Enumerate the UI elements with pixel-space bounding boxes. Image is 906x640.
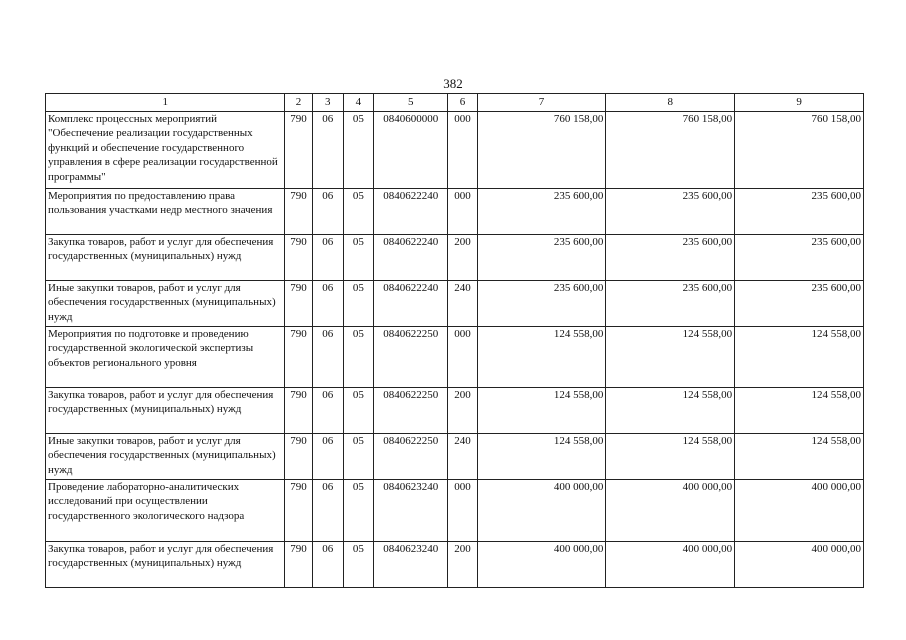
amount-col-7: 235 600,00 (477, 281, 606, 327)
amount-col-8: 124 558,00 (606, 388, 735, 434)
section-code: 06 (312, 480, 343, 542)
amount-col-7: 400 000,00 (477, 542, 606, 588)
expense-type-code: 000 (448, 112, 477, 189)
section-code: 06 (312, 388, 343, 434)
expense-type-code: 200 (448, 542, 477, 588)
target-article-code: 0840622250 (373, 388, 447, 434)
table-row (46, 480, 864, 542)
header-cell: 4 (343, 94, 373, 112)
row-name: Закупка товаров, работ и услуг для обеспечения государственных (муниципальных) нужд (46, 542, 285, 588)
amount-col-7: 124 558,00 (477, 434, 606, 480)
table-row (46, 189, 864, 235)
expense-type-code: 200 (448, 235, 477, 281)
header-row (46, 94, 864, 112)
expense-type-code: 200 (448, 388, 477, 434)
target-article-code: 0840600000 (373, 112, 447, 189)
subsection-code: 05 (343, 388, 373, 434)
header-cell: 3 (312, 94, 343, 112)
amount-col-9: 400 000,00 (735, 480, 864, 542)
amount-col-8: 760 158,00 (606, 112, 735, 189)
budget-table (45, 93, 864, 588)
header-cell: 5 (373, 94, 447, 112)
table-row (46, 281, 864, 327)
header-cell: 1 (46, 94, 285, 112)
section-code: 06 (312, 434, 343, 480)
expense-type-code: 240 (448, 434, 477, 480)
table-row (46, 112, 864, 189)
amount-col-9: 235 600,00 (735, 235, 864, 281)
amount-col-8: 400 000,00 (606, 480, 735, 542)
amount-col-8: 235 600,00 (606, 235, 735, 281)
header-cell: 9 (735, 94, 864, 112)
amount-col-9: 235 600,00 (735, 281, 864, 327)
amount-col-8: 235 600,00 (606, 281, 735, 327)
amount-col-9: 400 000,00 (735, 542, 864, 588)
admin-code: 790 (285, 327, 312, 388)
header-cell: 8 (606, 94, 735, 112)
header-cell: 2 (285, 94, 312, 112)
header-cell: 6 (448, 94, 477, 112)
section-code: 06 (312, 281, 343, 327)
row-name: Иные закупки товаров, работ и услуг для обеспечения государственных (муниципальных) нужд (46, 281, 285, 327)
section-code: 06 (312, 542, 343, 588)
subsection-code: 05 (343, 235, 373, 281)
subsection-code: 05 (343, 112, 373, 189)
target-article-code: 0840622240 (373, 189, 447, 235)
section-code: 06 (312, 327, 343, 388)
admin-code: 790 (285, 112, 312, 189)
target-article-code: 0840623240 (373, 480, 447, 542)
page-number: 382 (443, 76, 463, 91)
amount-col-7: 124 558,00 (477, 388, 606, 434)
amount-col-7: 400 000,00 (477, 480, 606, 542)
table-row (46, 388, 864, 434)
row-name: Закупка товаров, работ и услуг для обеспечения государственных (муниципальных) нужд (46, 235, 285, 281)
amount-col-7: 235 600,00 (477, 189, 606, 235)
admin-code: 790 (285, 189, 312, 235)
header-cell: 7 (477, 94, 606, 112)
table-row (46, 235, 864, 281)
target-article-code: 0840623240 (373, 542, 447, 588)
admin-code: 790 (285, 434, 312, 480)
subsection-code: 05 (343, 281, 373, 327)
subsection-code: 05 (343, 434, 373, 480)
subsection-code: 05 (343, 327, 373, 388)
admin-code: 790 (285, 235, 312, 281)
section-code: 06 (312, 235, 343, 281)
amount-col-8: 400 000,00 (606, 542, 735, 588)
admin-code: 790 (285, 281, 312, 327)
subsection-code: 05 (343, 480, 373, 542)
row-name: Закупка товаров, работ и услуг для обеспечения государственных (муниципальных) нужд (46, 388, 285, 434)
expense-type-code: 000 (448, 480, 477, 542)
target-article-code: 0840622240 (373, 235, 447, 281)
subsection-code: 05 (343, 542, 373, 588)
row-name: Иные закупки товаров, работ и услуг для обеспечения государственных (муниципальных) нужд (46, 434, 285, 480)
expense-type-code: 000 (448, 327, 477, 388)
table-row (46, 327, 864, 388)
admin-code: 790 (285, 480, 312, 542)
amount-col-9: 124 558,00 (735, 388, 864, 434)
row-name: Проведение лабораторно-аналитических исследований при осуществлении государственного экологического надзора (46, 480, 285, 542)
admin-code: 790 (285, 388, 312, 434)
amount-col-9: 760 158,00 (735, 112, 864, 189)
amount-col-9: 235 600,00 (735, 189, 864, 235)
amount-col-7: 760 158,00 (477, 112, 606, 189)
amount-col-7: 124 558,00 (477, 327, 606, 388)
target-article-code: 0840622250 (373, 434, 447, 480)
table-row (46, 542, 864, 588)
expense-type-code: 000 (448, 189, 477, 235)
row-name: Комплекс процессных мероприятий "Обеспечение реализации государственных функций и обеспечение государственного управления в сфере реализации государственной программы" (46, 112, 285, 189)
amount-col-9: 124 558,00 (735, 327, 864, 388)
expense-type-code: 240 (448, 281, 477, 327)
admin-code: 790 (285, 542, 312, 588)
subsection-code: 05 (343, 189, 373, 235)
table-row (46, 434, 864, 480)
amount-col-9: 124 558,00 (735, 434, 864, 480)
section-code: 06 (312, 112, 343, 189)
amount-col-8: 124 558,00 (606, 327, 735, 388)
target-article-code: 0840622240 (373, 281, 447, 327)
row-name: Мероприятия по подготовке и проведению государственной экологической экспертизы объектов регионального уровня (46, 327, 285, 388)
amount-col-8: 124 558,00 (606, 434, 735, 480)
section-code: 06 (312, 189, 343, 235)
target-article-code: 0840622250 (373, 327, 447, 388)
row-name: Мероприятия по предоставлению права пользования участками недр местного значения (46, 189, 285, 235)
amount-col-7: 235 600,00 (477, 235, 606, 281)
amount-col-8: 235 600,00 (606, 189, 735, 235)
